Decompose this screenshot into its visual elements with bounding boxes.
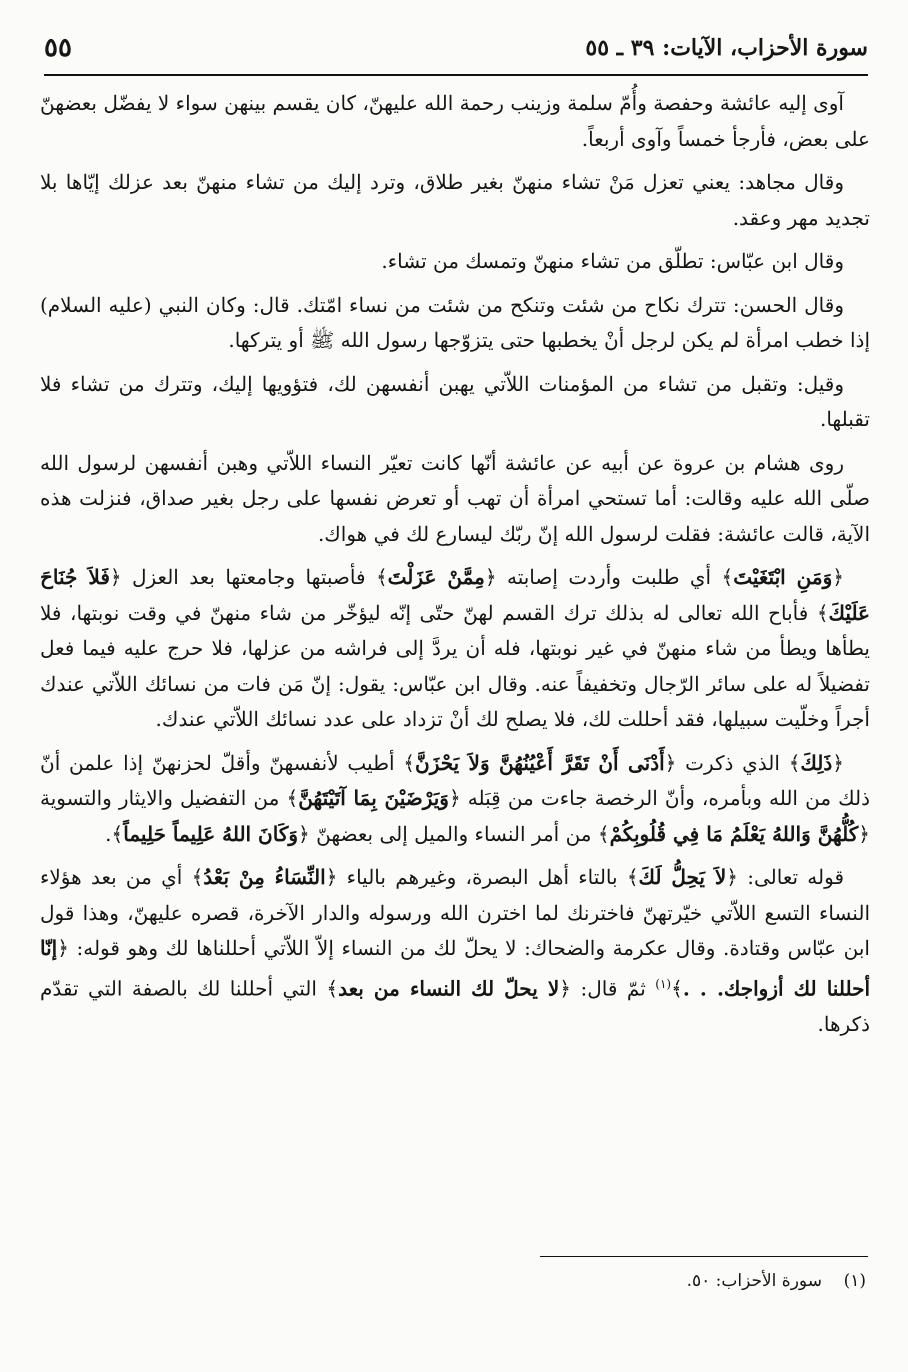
footnote-text: سورة الأحزاب: ٥٠.: [686, 1271, 822, 1291]
ornate-bracket-close: ﴾: [111, 821, 124, 846]
commentary-text: من التفضيل والايثار والتسوية: [40, 786, 287, 810]
footnote-marker: (١): [843, 1271, 866, 1291]
quran-quote: مِمَّنْ عَزَلْتَ: [387, 565, 485, 589]
footnote: [446, 1266, 866, 1296]
ornate-bracket-close: ﴾: [788, 750, 801, 775]
ornate-bracket-open: ﴿: [832, 565, 845, 589]
ornate-bracket-open: ﴿: [484, 565, 497, 589]
ornate-bracket-close: ﴾: [816, 600, 829, 625]
quran-quote: فَلاَ جُنَاحَ عَلَيْكَ: [40, 565, 870, 625]
paragraph: وقيل: وتقبل من تشاء من المؤمنات اللاّتي يهبن أنفسهن لك، فتؤويها إليك، وتترك من تشاء فلا تقبلها.: [40, 371, 870, 431]
ornate-bracket-close: ﴾: [191, 865, 204, 889]
ornate-bracket-close: ﴾: [671, 976, 683, 1001]
ornate-bracket-open: ﴿: [664, 750, 677, 775]
ornate-bracket-open: ﴿: [448, 786, 461, 810]
paragraph: وقال مجاهد: يعني تعزل مَنْ تشاء منهنّ بغير طلاق، وترد إليك من تشاء منهنّ بعد عزلك إيّاها بلا تجديد مهر وعقد.: [40, 170, 870, 230]
ornate-bracket-close: ﴾: [375, 565, 388, 589]
ornate-bracket-close: ﴾: [286, 786, 299, 810]
paragraph-commentary: [40, 860, 870, 1042]
quran-quote: كُلُّهُنَّ وَاللهُ يَعْلَمُ مَا فِي قُلُوبِكُمْ: [609, 821, 859, 846]
ornate-bracket-close: ﴾: [597, 821, 610, 846]
commentary-text: أطيب لأنفسهنّ وأقلّ لحزنهنّ إذا علمن أنّ ذلك من الله وبأمره، وأنّ الرخصة جاءت من قِبَله: [40, 750, 870, 810]
ornate-bracket-open: ﴿: [726, 865, 738, 889]
commentary-text: فأباح الله تعالى له بذلك ترك القسم لهنّ حتّى إنّه ليؤخّر من شاء منهنّ في وقت نوبتها، فلا يطأها ويطأ من شاء منهنّ في غير نوبتها، فله أن يردَّ إلى فراشه من عزلها، فلا حرج عليه فيما فعل تفضيلاً له على سائر الرّجال وتخفيفاً عنه. وقال ابن عبّاس: يقول: إنّ مَن فات من نسائك اللاّتي عندك أجراً وخلّيت سبيلها، فقد أحللت لك، فلا يصلح لك أنْ تزداد على عدد نسائك اللاّتي عندك.: [40, 600, 870, 731]
page-header: [44, 26, 868, 70]
ornate-bracket-open: ﴿: [109, 565, 122, 589]
paragraph-commentary: [40, 746, 870, 853]
quran-quote: لا يحلّ لك النساء من بعد: [338, 976, 560, 1001]
quran-quote: لاَ يَحِلُّ لَكَ: [638, 865, 727, 889]
commentary-text: أي من بعد هؤلاء النساء التسع اللاّتي خيّرتهنّ فاخترنك لما اخترن الله ورسوله والدار الآخرة، قصره عليهنّ، وهذا قول ابن عبّاس وقتادة. وقال عكرمة والضحاك: لا يحلّ لك من النساء إلاّ اللاّتي أحللناها لك وهو قوله:: [40, 865, 870, 960]
quran-quote: وَكَانَ اللهُ عَلِيماً حَلِيماً: [123, 821, 299, 846]
paragraph-commentary: [40, 560, 870, 738]
ornate-bracket-open: ﴿: [832, 750, 844, 775]
page-number: ٥٥: [44, 33, 72, 63]
commentary-text: بالتاء أهل البصرة، وغيرهم بالياء: [337, 865, 627, 889]
quran-quote: إنّا أحللنا لك أزواجك. . .: [40, 936, 870, 1001]
footnote-separator: [540, 1256, 868, 1257]
ornate-bracket-open: ﴿: [325, 865, 338, 889]
ornate-bracket-open: ﴿: [57, 936, 69, 960]
commentary-text: أي طلبت وأردت إصابته: [496, 565, 722, 589]
quran-quote: النِّسَاءُ مِنْ بَعْدُ: [203, 865, 326, 889]
ornate-bracket-open: ﴿: [298, 821, 310, 846]
paragraph: آوى إليه عائشة وحفصة وأُمّ سلمة وزينب رحمة الله عليهنّ، كان يقسم بينهن سواء لا يفضّل بعضهنّ على بعض، فأرجأ خمساً وآوى أربعاً.: [40, 91, 870, 151]
commentary-text: الذي ذكرت: [676, 750, 789, 775]
header-rule: [44, 74, 868, 76]
quran-quote: وَيَرْضَيْنَ بِمَا آتَيْتَهُنَّ: [298, 786, 449, 810]
commentary-text: التي أحللنا لك بالصفة التي تقدّم ذكرها.: [40, 976, 870, 1036]
page-body: [40, 86, 870, 1050]
commentary-text: .: [105, 821, 112, 846]
quran-quote: أَدْنَى أَنْ تَقَرَّ أَعْيُنُهُنَّ وَلاَ يَحْزَنَّ: [415, 750, 665, 775]
footnote-reference[interactable]: (١): [655, 976, 672, 991]
commentary-text: من أمر النساء والميل إلى بعضهنّ: [309, 821, 598, 846]
commentary-text: فأصبتها وجامعتها بعد العزل: [121, 565, 376, 589]
quran-quote: وَمَنِ ابْتَغَيْتَ: [733, 565, 833, 589]
commentary-text: قوله تعالى:: [737, 865, 844, 889]
ornate-bracket-close: ﴾: [721, 565, 734, 589]
quran-quote: ذَلِكَ: [800, 750, 833, 775]
ornate-bracket-close: ﴾: [326, 976, 339, 1001]
commentary-text: ثمّ قال:: [571, 976, 656, 1001]
running-title: سورة الأحزاب، الآيات: ٣٩ ـ ٥٥: [585, 35, 868, 61]
ornate-bracket-open: ﴿: [858, 821, 870, 846]
paragraph: وقال ابن عبّاس: تطلّق من تشاء منهنّ وتمسك من تشاء.: [381, 249, 844, 273]
paragraph: وقال الحسن: تترك نكاح من شئت وتنكح من شئت من نساء امّتك. قال: وكان النبي (عليه السلام) إذا خطب امرأة لم يكن لرجل أنْ يخطبها حتى يتزوّجها رسول الله ﷺ أو يتركها.: [40, 292, 870, 352]
ornate-bracket-open: ﴿: [559, 976, 571, 1001]
paragraph: روى هشام بن عروة عن أبيه عن عائشة أنّها كانت تعيّر النساء اللاّتي وهبن أنفسهن لرسول الله صلّى الله عليه وقالت: أما تستحي امرأة أن تهب أو تعرض نفسها على رجل بغير صداق، فنزلت هذه الآية، قالت عائشة: فقلت لرسول الله إنّ ربّك ليسارع لك في هواك.: [40, 450, 870, 546]
ornate-bracket-close: ﴾: [626, 865, 639, 889]
ornate-bracket-close: ﴾: [403, 750, 415, 775]
